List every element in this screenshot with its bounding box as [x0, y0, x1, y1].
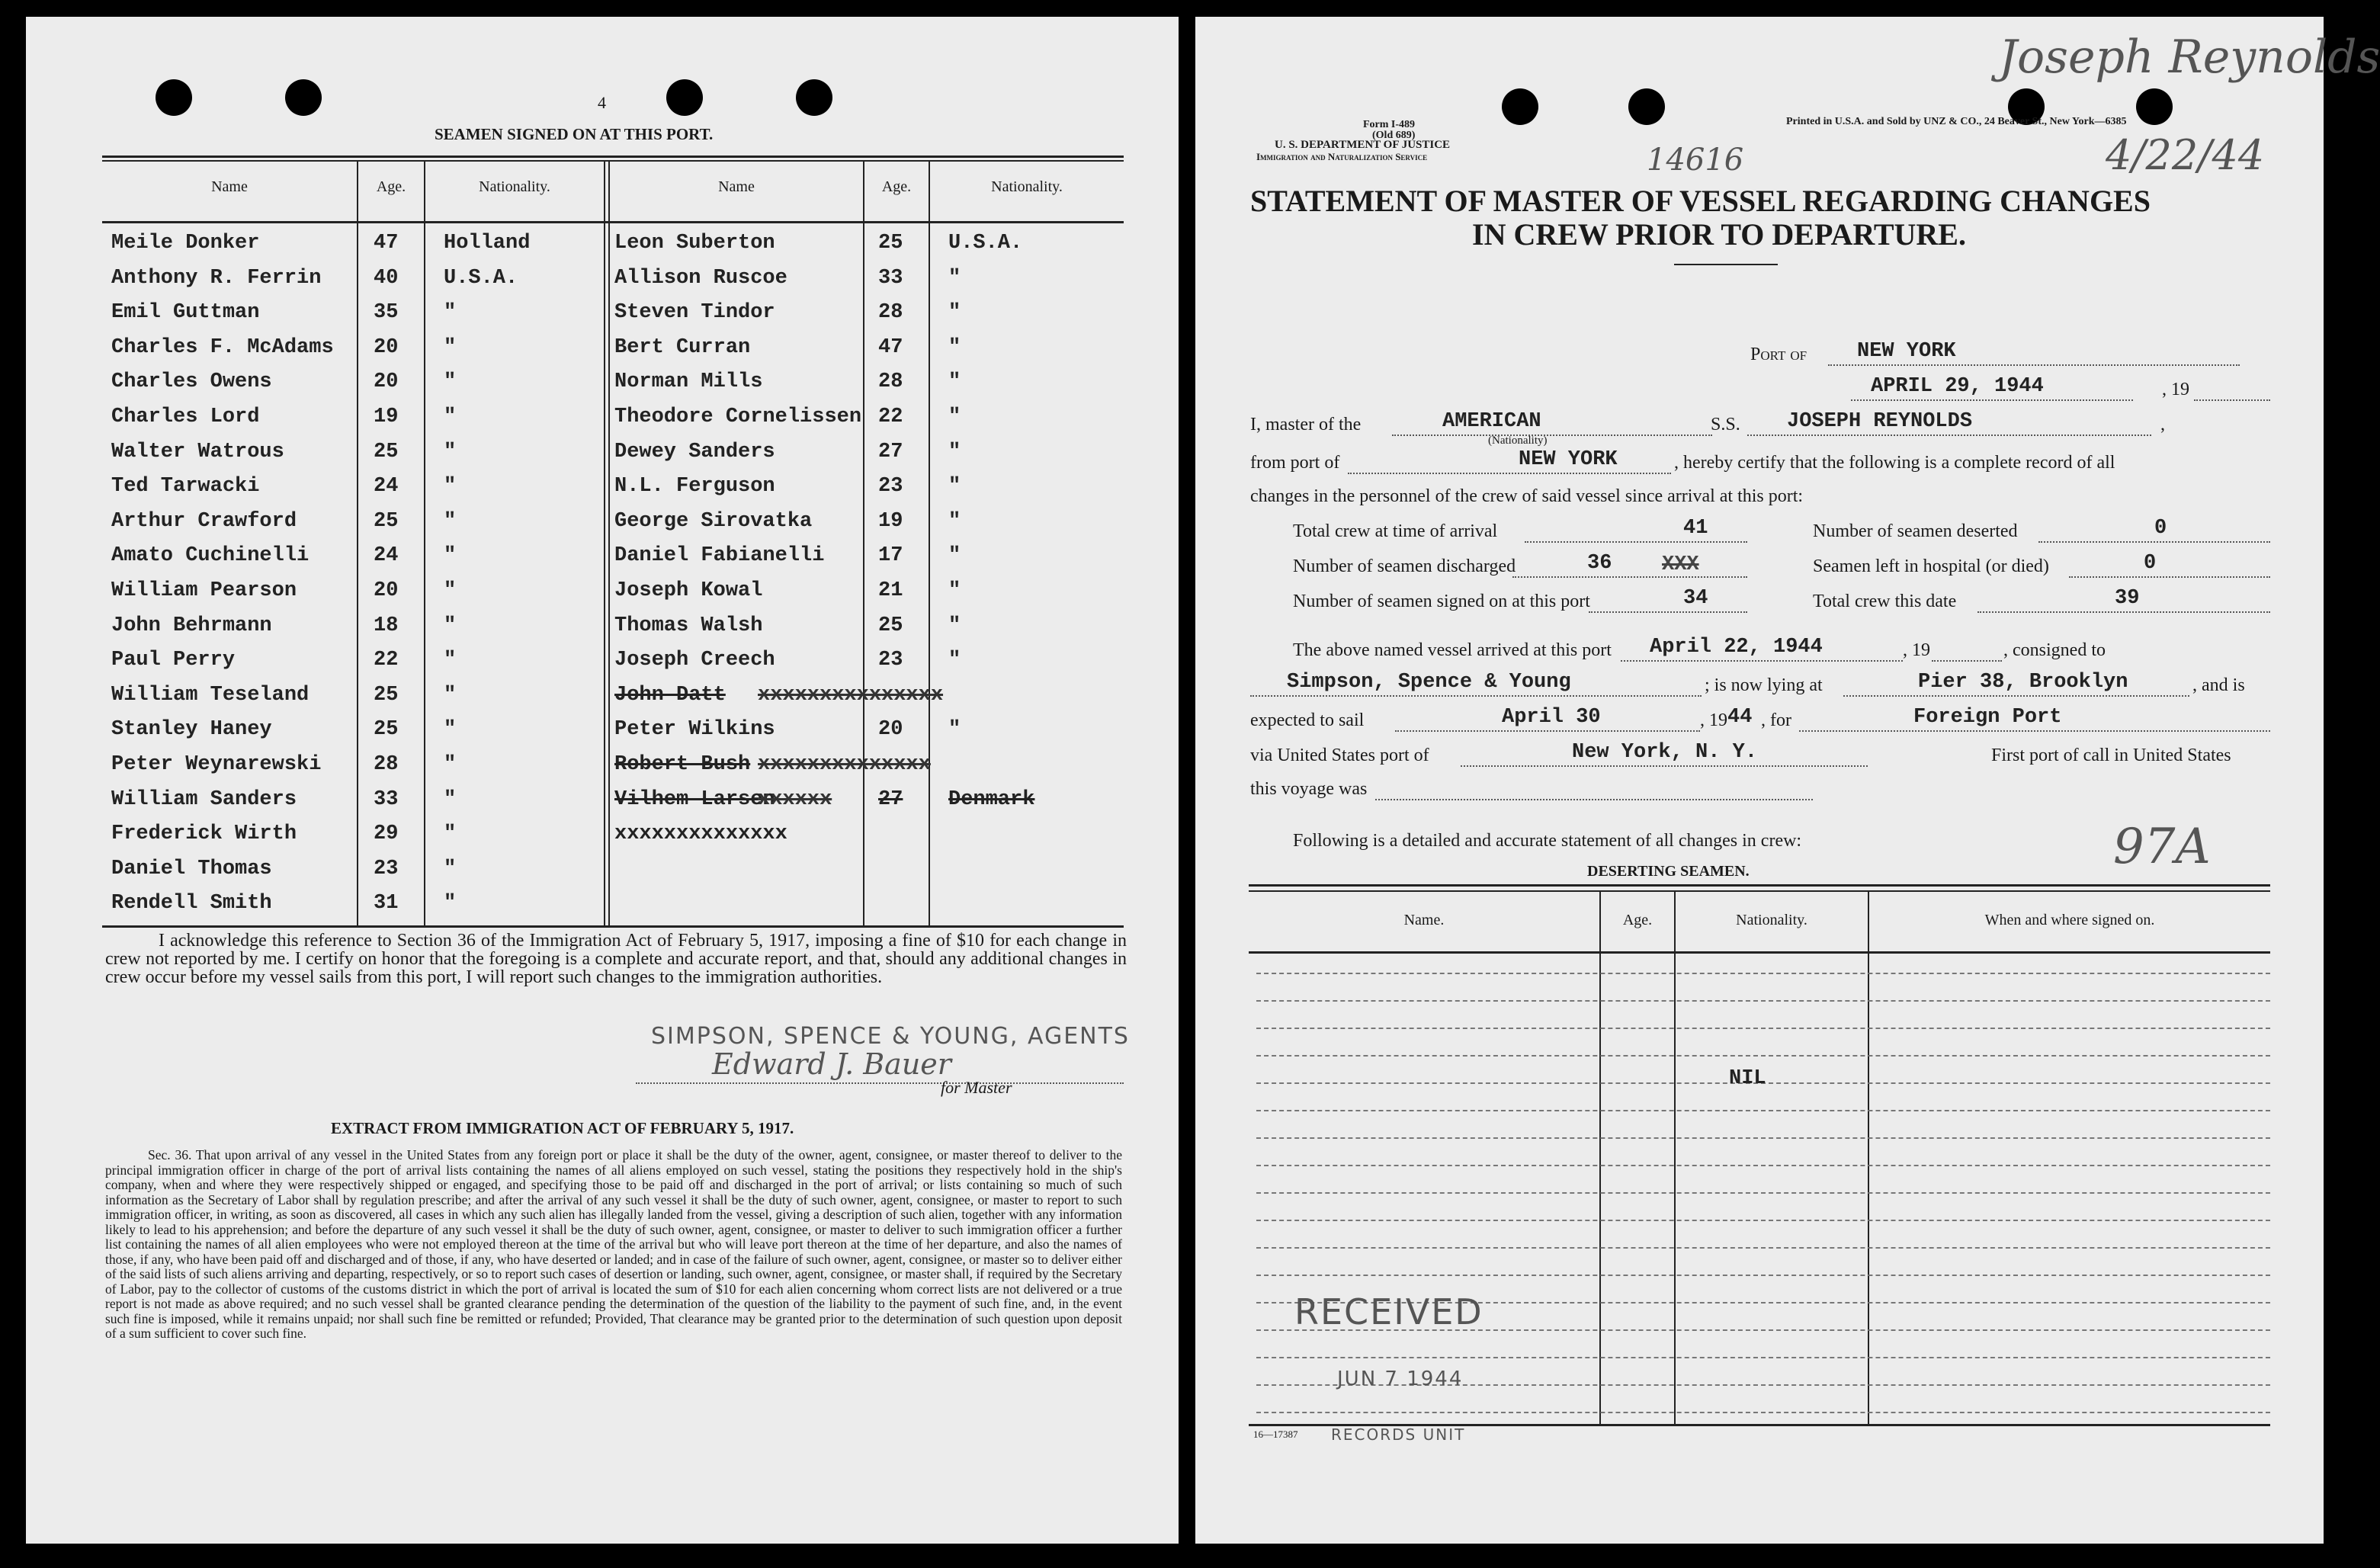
seaman-age: 18: [374, 614, 399, 637]
punch-hole: [1628, 88, 1665, 125]
received-stamp: RECEIVED: [1294, 1291, 1483, 1332]
seaman-name: George Sirovatka: [614, 509, 813, 533]
seaman-name: N.L. Ferguson: [614, 475, 775, 499]
for-value: Foreign Port: [1913, 706, 2062, 729]
seaman-name: John Datt: [614, 683, 726, 707]
acknowledgement-text: I acknowledge this reference to Section 36 of the Immigration Act of February 5, 1917, imposing a fine of $10 for each change in crew not reported by me. I certify on honor that the foregoing is a complete and accurate report, and that, should any additional changes in crew occur before my vessel sails from this port, I will report such changes to the immigration authorities.: [105, 931, 1127, 987]
agent-stamp: SIMPSON, SPENCE & YOUNG, AGENTS: [651, 1023, 1130, 1050]
seaman-nationality: ": [948, 544, 961, 568]
deserting-row-line: [1256, 1275, 2270, 1276]
seaman-name: Joseph Creech: [614, 649, 775, 672]
seaman-nationality: ": [444, 614, 457, 637]
deserting-title: DESERTING SEAMEN.: [1587, 863, 1750, 880]
signature: Edward J. Bauer: [712, 1047, 951, 1081]
signed-on-label: Number of seamen signed on at this port: [1293, 592, 1590, 611]
seaman-name: Daniel Thomas: [111, 857, 272, 880]
seaman-name: Daniel Fabianelli: [614, 544, 825, 568]
seaman-age: 25: [374, 509, 399, 533]
seaman-name: Arthur Crawford: [111, 509, 297, 533]
vessel-name: JOSEPH REYNOLDS: [1787, 410, 1973, 433]
date-suffix: , 19: [2162, 380, 2189, 399]
seaman-nationality: ": [444, 822, 457, 846]
form-number: Form I-489: [1363, 119, 1416, 130]
seaman-name: Ted Tarwacki: [111, 475, 260, 499]
seaman-name: John Behrmann: [111, 614, 272, 637]
seaman-age: 24: [374, 475, 399, 499]
seaman-age: 17: [878, 544, 903, 568]
deserting-row-line: [1256, 1357, 2270, 1358]
seaman-name: Charles Lord: [111, 406, 260, 428]
seaman-name: William Sanders: [111, 787, 297, 811]
seaman-age: 20: [374, 579, 399, 602]
seaman-nationality: ": [948, 649, 961, 672]
extract-title: EXTRACT FROM IMMIGRATION ACT OF FEBRUARY 5, 1917.: [331, 1119, 794, 1137]
seaman-name: William Teseland: [111, 683, 310, 707]
changes-text: changes in the personnel of the crew of said vessel since arrival at this port:: [1250, 486, 1804, 506]
year-value: 44: [1727, 706, 1753, 729]
struck-marks: xxxxxxxxxxxxxxx: [758, 683, 944, 707]
total-date-label: Total crew this date: [1813, 592, 1957, 611]
punch-hole: [156, 79, 192, 116]
seaman-name: Paul Perry: [111, 649, 236, 672]
handwritten-code: 97A: [2113, 819, 2211, 875]
seaman-nationality: ": [444, 857, 457, 880]
first-port-label: First port of call in United States: [1991, 746, 2231, 765]
seaman-name: Bert Curran: [614, 335, 751, 359]
seaman-name: Steven Tindor: [614, 301, 775, 325]
punch-hole: [1502, 88, 1538, 125]
seaman-age: 25: [878, 614, 903, 637]
seaman-age: 28: [878, 301, 903, 325]
seaman-nationality: ": [948, 335, 961, 359]
deserting-row-line: [1256, 1000, 2270, 1002]
seaman-age: 28: [374, 753, 399, 776]
for-label: , for: [1761, 710, 1791, 730]
certify-text: , hereby certify that the following is a complete record of all: [1674, 453, 2115, 473]
footer-number: 16—17387: [1253, 1429, 1298, 1440]
seaman-age: 20: [374, 335, 399, 359]
seaman-nationality: ": [444, 370, 457, 394]
seaman-name: Peter Weynarewski: [111, 753, 322, 776]
seaman-nationality: ": [444, 440, 457, 463]
service: Immigration and Naturalization Service: [1256, 151, 1428, 162]
seaman-nationality: ": [444, 335, 457, 359]
deserting-row-line: [1256, 1412, 2270, 1413]
seaman-age: 22: [374, 649, 399, 672]
for-master: for Master: [941, 1078, 1012, 1097]
punch-hole: [285, 79, 322, 116]
punch-hole: [2136, 88, 2173, 125]
seaman-age: 23: [878, 649, 903, 672]
col-age: Age.: [376, 178, 406, 195]
desert-col-name: Name.: [1403, 912, 1445, 928]
expected-label: expected to sail: [1250, 710, 1365, 730]
seaman-name: Stanley Haney: [111, 718, 272, 742]
seaman-age: 23: [878, 475, 903, 499]
discharged-struck: XXX: [1662, 553, 1699, 576]
seaman-name: Anthony R. Ferrin: [111, 266, 322, 290]
seaman-age: 33: [878, 266, 903, 290]
desert-col-signed-on: When and where signed on.: [1984, 912, 2155, 928]
hospital-value: 0: [2144, 552, 2157, 575]
seaman-age: 29: [374, 822, 399, 846]
lying-label: ; is now lying at: [1705, 675, 1823, 695]
arrived-value: April 22, 1944: [1650, 636, 1823, 659]
seaman-name: Walter Watrous: [111, 440, 284, 463]
deserting-row-line: [1256, 1137, 2270, 1139]
seaman-age: 47: [374, 232, 399, 255]
records-unit-stamp: RECORDS UNIT: [1331, 1425, 1466, 1444]
handwritten-name: Joseph Reynolds: [1999, 30, 2380, 84]
seaman-nationality: ": [948, 406, 961, 428]
seaman-name: William Pearson: [111, 579, 297, 602]
seaman-nationality: U.S.A.: [948, 232, 1023, 255]
col-name: Name: [718, 178, 755, 195]
seaman-age: 27: [878, 440, 903, 463]
discharged-label: Number of seamen discharged: [1293, 556, 1516, 576]
deserted-label: Number of seamen deserted: [1813, 521, 2018, 541]
department: U. S. DEPARTMENT OF JUSTICE: [1275, 139, 1451, 151]
seaman-nationality: ": [948, 579, 961, 602]
seaman-nationality: ": [948, 614, 961, 637]
seaman-nationality: ": [444, 892, 457, 915]
seaman-age: 20: [374, 370, 399, 394]
seaman-age: 25: [374, 440, 399, 463]
seaman-nationality: Denmark: [948, 787, 1035, 811]
left-page: [26, 17, 1179, 1544]
seaman-name: Leon Suberton: [614, 232, 775, 255]
date-value: APRIL 29, 1944: [1871, 375, 2044, 398]
seaman-age: 31: [374, 892, 399, 915]
seaman-name: Allison Ruscoe: [614, 266, 787, 290]
seaman-nationality: ": [948, 301, 961, 325]
ss-label: S.S.: [1711, 415, 1740, 434]
deserting-row-line: [1256, 1165, 2270, 1166]
seaman-age: 23: [374, 857, 399, 880]
desert-col-age: Age.: [1622, 912, 1653, 928]
seaman-nationality: ": [444, 544, 457, 568]
form-title: STATEMENT OF MASTER OF VESSEL REGARDING CHANGES: [1250, 184, 2151, 218]
seaman-nationality: ": [948, 718, 961, 742]
seaman-nationality: ": [444, 406, 457, 428]
desert-col-nationality: Nationality.: [1736, 912, 1807, 928]
deserting-row-line: [1256, 1247, 2270, 1249]
total-crew-value: 41: [1683, 517, 1708, 540]
seaman-nationality: ": [444, 718, 457, 742]
from-port-label: from port of: [1250, 453, 1340, 473]
deserting-row-line: [1256, 1220, 2270, 1221]
signed-on-value: 34: [1683, 587, 1708, 610]
seaman-name: Rendell Smith: [111, 892, 272, 915]
col-nationality: Nationality.: [479, 178, 550, 195]
seaman-nationality: ": [444, 649, 457, 672]
file-number: 14616: [1647, 143, 1744, 178]
seaman-name: Emil Guttman: [111, 301, 260, 325]
total-crew-label: Total crew at time of arrival: [1293, 521, 1498, 541]
voyage-label: this voyage was: [1250, 779, 1368, 799]
seaman-age: 35: [374, 301, 399, 325]
nationality-value: AMERICAN: [1442, 410, 1541, 433]
seaman-name: Charles Owens: [111, 370, 272, 394]
seaman-name: Joseph Kowal: [614, 579, 763, 602]
from-port-value: NEW YORK: [1519, 448, 1618, 471]
seaman-name: Frederick Wirth: [111, 822, 297, 846]
seaman-nationality: ": [948, 509, 961, 533]
seaman-age: 25: [374, 683, 399, 707]
seaman-name: Thomas Walsh: [614, 614, 763, 637]
seaman-age: 19: [878, 509, 903, 533]
port-value: NEW YORK: [1857, 340, 1956, 363]
page-number: 4: [598, 93, 606, 112]
deserting-row-line: [1256, 1110, 2270, 1111]
col-age: Age.: [881, 178, 912, 195]
seaman-nationality: U.S.A.: [444, 266, 518, 290]
master-prefix: I, master of the: [1250, 415, 1362, 434]
nationality-caption: (Nationality): [1488, 434, 1548, 447]
seaman-nationality: ": [948, 475, 961, 499]
via-label: via United States port of: [1250, 746, 1429, 765]
following-text: Following is a detailed and accurate statement of all changes in crew:: [1293, 831, 1802, 851]
seaman-name: Charles F. McAdams: [111, 335, 334, 359]
seaman-nationality: ": [444, 475, 457, 499]
seaman-age: 28: [878, 370, 903, 394]
seaman-age: 40: [374, 266, 399, 290]
seaman-age: 21: [878, 579, 903, 602]
deserting-row-line: [1256, 1055, 2270, 1057]
consignee: Simpson, Spence & Young: [1287, 671, 1571, 694]
port-label: Port of: [1750, 345, 1807, 364]
discharged-value: 36: [1587, 552, 1612, 575]
form-old: (Old 689): [1372, 130, 1416, 141]
seaman-name: Norman Mills: [614, 370, 763, 394]
col-name: Name: [211, 178, 248, 195]
seaman-name: Theodore Cornelissen: [614, 406, 862, 428]
seaman-nationality: ": [444, 787, 457, 811]
received-date: JUN 7 1944: [1337, 1368, 1464, 1390]
lying-value: Pier 38, Brooklyn: [1918, 671, 2128, 694]
seaman-age: 24: [374, 544, 399, 568]
seaman-name: Dewey Sanders: [614, 440, 775, 463]
seaman-name: Meile Donker: [111, 232, 260, 255]
seaman-age: 33: [374, 787, 399, 811]
year-prefix: , 19: [1700, 710, 1727, 730]
seaman-nationality: ": [948, 370, 961, 394]
struck-marks: xxxxxx: [758, 787, 832, 811]
punch-hole: [796, 79, 832, 116]
seaman-nationality: ": [948, 440, 961, 463]
right-page: Form I-489 (Old 689) U. S. DEPARTMENT OF JUSTICE Immigration and Naturalization Service Printed in U.S.A. and Sold by UNZ & CO., 24 Beaver St., New York—6385 Joseph Reynolds 4/22/44 14616 STATEMENT OF MASTER OF VESSEL REGARDING CHANGES IN CREW PRIOR TO DEPARTURE. Port of NEW YORK APRIL 29, 1944 , 19 I, master of the AMERICAN (Nationality) S.S. JOSEPH REYNOLDS , from port of NEW YORK , hereby certify that the following is a complete record of all changes in the personnel of the crew of said vessel since arrival at this port: Total crew at time of arrival 41 Number of seamen deserted 0 Number of seamen discharged 36 XXX Seamen left in hospital (or died) 0 Number of seamen signed on at this port 34 Total crew this date 39 The above named vessel arrived at this port April 22, 1944 , 19 , consigned to Simpson, Spence & Young ; is now lying at Pier 38, Brooklyn , and is expected to sail April 30 , 19 44 , for Foreign Port via United States port of New York, N. Y. First port of call in United States this voyage was Following is a detailed and accurate statement of all changes in crew: 97A DESERTING SEAMEN. Name. Age. Nationality. When and where signed on. NIL RECEIVED JUN 7 1944 16—17387 RECORDS UNIT: [1195, 17, 2324, 1544]
seaman-name: Vilhem Larsen: [614, 787, 775, 811]
seaman-age: 27: [878, 787, 903, 811]
handwritten-date: 4/22/44: [2106, 131, 2265, 179]
hospital-label: Seamen left in hospital (or died): [1813, 556, 2049, 576]
seaman-name: Peter Wilkins: [614, 718, 775, 742]
seaman-nationality: Holland: [444, 232, 531, 255]
seaman-nationality: ": [444, 579, 457, 602]
deserting-row-line: [1256, 973, 2270, 974]
seaman-age: 20: [878, 718, 903, 742]
form-title-line2: IN CREW PRIOR TO DEPARTURE.: [1472, 217, 1966, 252]
seaman-age: 19: [374, 406, 399, 428]
seaman-age: 25: [878, 232, 903, 255]
seaman-name: Robert Bush: [614, 753, 751, 776]
arrived-suffix: , 19: [1903, 640, 1930, 660]
seaman-nationality: ": [444, 753, 457, 776]
deserted-value: 0: [2154, 517, 2167, 540]
seaman-name: Amato Cuchinelli: [111, 544, 310, 568]
and-is: , and is: [2192, 675, 2245, 695]
seaman-nationality: ": [948, 266, 961, 290]
section-title: SEAMEN SIGNED ON AT THIS PORT.: [435, 125, 714, 143]
seaman-name: xxxxxxxxxxxxxx: [614, 822, 787, 846]
seaman-age: 25: [374, 718, 399, 742]
col-nationality: Nationality.: [991, 178, 1063, 195]
seaman-nationality: ": [444, 301, 457, 325]
expected-value: April 30: [1502, 706, 1601, 729]
printer-note: Printed in U.S.A. and Sold by UNZ & CO., 24 Beaver St., New York—6385: [1786, 116, 2127, 127]
deserting-row-line: [1256, 1028, 2270, 1029]
section-36-text: Sec. 36. That upon arrival of any vessel in the United States from any foreign port or place it shall be the duty of the owner, agent, consignee, or master thereof to deliver to the principal immigration officer in charge of the port of arrival lists containing the names of all aliens employed on such vessel, stating the positions they respectively hold in the ship's company, when and where they were respectively shipped or engaged, and specifying those to be paid off and discharged in the port of arrival; or lists containing so much of such information as the Secretary of Labor shall by regulation prescribe; and after the arrival of any such vessel it shall be the duty of such owner, agent, consignee, or master to report to such immigration officer, in writing, as soon as discovered, all cases in which any such alien has illegally landed from the vessel, giving a description of such alien, together with any information likely to lead to his apprehension; and before the departure of any such vessel it shall be the duty of such owner, agent, consignee, or master to deliver to such immigration officer a further list containing the names of all alien employees who were not employed thereon at the time of the arrival but who will leave port thereon at the time of her departure, and also the names of those, if any, who have been paid off and discharged and of those, if any, who have deserted or landed; and in case of the failure of such owner, agent, consignee, or master so to deliver either of the said lists of such aliens arriving and departing, respectively, or so to report such cases of desertion or landing, such owner, agent, consignee, or master shall, if required by the Secretary of Labor, pay to the collector of customs of the customs district in which the port of arrival is located the sum of $10 for each alien concerning whom correct lists are not delivered or a true report is not made as above required; and no such vessel shall be granted clearance pending the determination of the question of the liability to the payment of such fine, and, in the event such fine is imposed, while it remains unpaid; nor shall such fine be remitted or refunded; Provided, That clearance may be granted prior to the determination of such question upon deposit of a sum sufficient to cover such fine.: [105, 1147, 1122, 1341]
seaman-age: 47: [878, 335, 903, 359]
seaman-nationality: ": [444, 683, 457, 707]
total-date-value: 39: [2115, 587, 2140, 610]
seaman-age: 22: [878, 406, 903, 428]
arrived-label: The above named vessel arrived at this port: [1293, 640, 1612, 660]
consigned-label: , consigned to: [2003, 640, 2106, 660]
seaman-nationality: ": [444, 509, 457, 533]
deserting-entry: NIL: [1729, 1067, 1766, 1090]
via-value: New York, N. Y.: [1572, 741, 1758, 764]
deserting-row-line: [1256, 1192, 2270, 1194]
punch-hole: [666, 79, 703, 116]
struck-marks: xxxxxxxxxxxxxx: [758, 753, 931, 776]
